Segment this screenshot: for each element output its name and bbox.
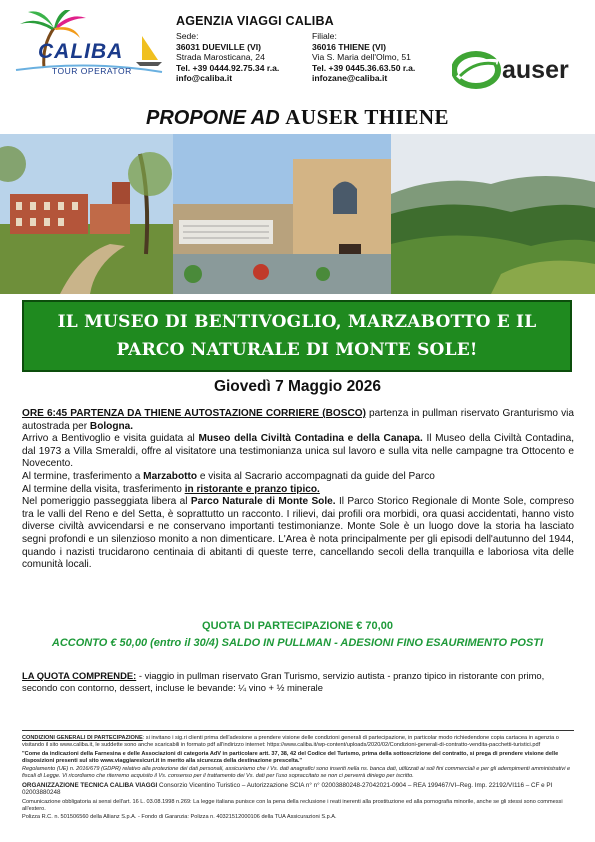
program-park: Nel pomeriggio passeggiata libera al Parco Naturale di Monte Sole. Il Parco Storico Regionale di Monte Sole, compreso tra le valli del Reno e del Setta, è soprattutto un racconto. I rilievi, dai profili ora morbidi, ora quasi accidentati, hanno visto diverse civiltà avvicendarsi e ne conservano importanti testimonianze. Monte Sole è un luogo dove la storia ha lasciato segni profondi e un silenzioso monito a non dimenticare. L'Area è nota principalmente per gli episodi dell'autunno del 1944, quando i nazisti trucidarono centinaia di abitanti di queste terre, cancellando secoli della tranquilla e laboriosa vita delle comunità locali. (22, 496, 574, 571)
sacrario-photo (173, 134, 391, 294)
sede-street: Strada Marosticana, 24 (176, 52, 265, 63)
sede-phone: Tel. +39 0444.92.75.34 r.a. (176, 62, 280, 73)
agency-info (176, 14, 446, 84)
title-line-2: PARCO NATURALE DI MONTE SOLE! (116, 340, 478, 360)
footer-conditions: CONDIZIONI GENERALI DI PARTECIPAZIONE: si invitano i sig.ri clienti prima dell'adesione a prendere visione delle condizioni generali di partecipazione, in particolar modo richiedendone copia cartacea in agenzia o visitando il sito www.caliba.it, le suddette sono anche scaricabili in formato pdf all'indirizzo internet: https://www.caliba.it/wp-content/uploads/2020/02/Condizioni-generali-di-contratto-vendita-pacchetti-turistici.pdf (22, 735, 559, 748)
program-lunch: Al termine della visita, trasferimento in ristorante e pranzo tipico. (22, 483, 320, 495)
footer-safety-note: "Come da indicazioni della Farnesina e delle Associazioni di categoria AdV in particolare artt. 37, 38, 42 del Codice del Turismo, prima della sottoscrizione del contratto, si prega di prendere visione delle disposizioni presenti sul sito www.viaggiaresicuri.it in merito alla sicurezza della destinazione prescelta." (22, 750, 559, 764)
includes-label: LA QUOTA COMPRENDE: (22, 670, 137, 681)
sede-label: Sede: (176, 31, 199, 41)
footer (22, 730, 574, 823)
footer-privacy: Regolamento (UE) n. 2016/679 (GDPR) relativo alla protezione dei dati personali, assicuriamo che i Vs. dati anagrafici sono inseriti nella ns. banca dati, utilizzati ai soli fini commerciali e per gli adempimenti amministrativi e fiscali di Legge. Vi ricordiamo che riterremo acquisito il Vs. consenso per il trattamento dei Vs. dati per l'uso sopraccitato se non ci perverrà diniego per iscritto. (22, 766, 571, 780)
auser-logo (452, 48, 586, 92)
title-line-1: IL MUSEO DI BENTIVOGLIO, MARZABOTTO E IL (57, 312, 537, 332)
sailboat-icon (136, 36, 162, 66)
logo-wordmark: CALIBA (38, 40, 124, 63)
filiale-phone: Tel. +39 0445.36.63.50 r.a. (312, 62, 416, 73)
filiale-city: 36016 THIENE (VI) (312, 41, 387, 52)
program-text (22, 408, 574, 572)
quota-includes (22, 670, 574, 694)
footer-legal: Comunicazione obbligatoria ai sensi dell'art. 16 L. 03.08.1998 n.269: La legge italiana punisce con la pena della reclusione i reati inerenti alla prostituzione ed alla pornografia minorile, anche se gli stessi sono commessi all'estero. (22, 798, 563, 812)
program-departure: ORE 6:45 PARTENZA DA THIENE AUTOSTAZIONE CORRIERE (BOSCO) partenza in pullman riservato Granturismo via autostrada per Bologna. (22, 408, 574, 432)
propone-heading (0, 105, 595, 130)
program-museum: Arrivo a Bentivoglio e visita guidata al Museo della Civiltà Contadina e della Canapa. Il Museo della Civiltà Contadina, dal 1973 a Villa Smeraldi, offre al visitatore una testimonianza unica sul lavoro e sulla vita nelle campagne tra Ottocento e Novecento. (22, 433, 575, 470)
villa-photo (0, 134, 173, 294)
monte-sole-photo (391, 134, 595, 294)
includes-text: - viaggio in pullman riservato Gran Turismo, servizio autista - pranzo tipico in ristorante con primo, secondo con contorno, dessert, incluse le bevande: ¼ vino + ½ minerale (22, 670, 545, 693)
sede-email[interactable]: info@caliba.it (176, 73, 233, 84)
agency-name: AGENZIA VIAGGI CALIBA (176, 14, 334, 28)
footer-insurance: Polizza R.C. n. 501506560 della Allianz S.p.A. - Fondo di Garanzia: Polizza n. 40321512000106 della TUA Assicurazioni S.p.A. (22, 814, 337, 821)
caliba-logo (14, 10, 164, 82)
title-banner (22, 300, 572, 372)
filiale-street: Via S. Maria dell'Olmo, 51 (312, 52, 411, 63)
price-line: QUOTA DI PARTECIPAZIONE € 70,00 (202, 620, 393, 632)
sede-block (176, 31, 312, 84)
deposit-line: ACCONTO € 50,00 (entro il 30/4) SALDO IN PULLMAN - ADESIONI FINO ESAURIMENTO POSTI (51, 637, 544, 649)
propone-prefix: PROPONE AD (145, 107, 286, 129)
photo-strip (0, 134, 595, 294)
filiale-block (312, 31, 415, 84)
auser-wordmark: auser (502, 56, 569, 84)
sede-city: 36031 DUEVILLE (VI) (176, 41, 262, 52)
filiale-email[interactable]: infozane@caliba.it (312, 73, 388, 84)
filiale-label: Filiale: (312, 31, 337, 41)
auser-swoosh-icon (454, 54, 498, 86)
propone-name: AUSER THIENE (285, 105, 450, 129)
program-marzabotto: Al termine, trasferimento a Marzabotto e visita al Sacrario accompagnati da guide del Parco (22, 470, 435, 482)
event-date: Giovedì 7 Maggio 2026 (213, 378, 382, 395)
footer-organization: ORGANIZZAZIONE TECNICA CALIBA VIAGGI Consorzio Vicentino Turistico – Autorizzazione SCIA n° n° 02003880248-27042021-0904 – REA 199467/VI–Reg. Imp. 22192/VI116 – CF e PI 02003880248 (22, 781, 553, 797)
logo-subtitle: TOUR OPERATOR (52, 66, 132, 76)
